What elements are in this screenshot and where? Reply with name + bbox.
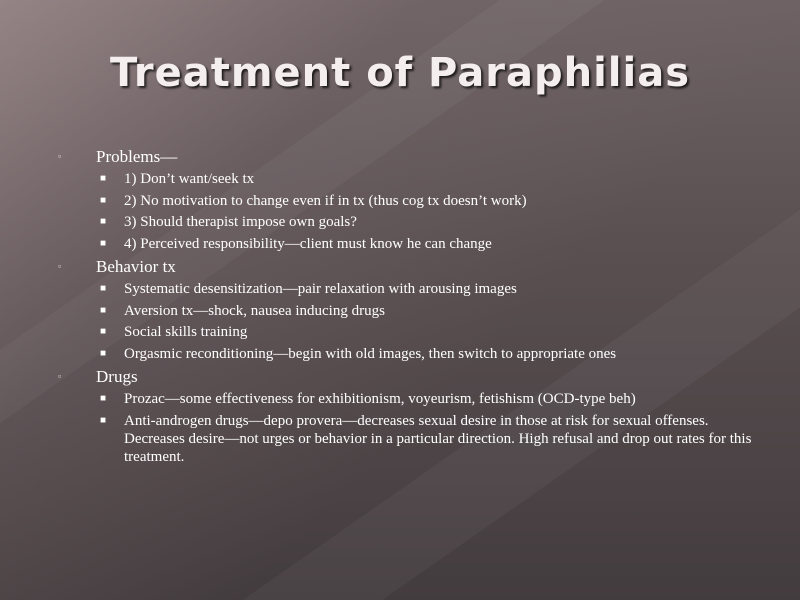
list-item-text: 4) Perceived responsibility—client must know he can change [124,235,492,252]
list-item [58,302,758,320]
list-item [58,345,758,363]
filled-square-bullet-icon: ■ [100,194,107,206]
slide-title: Treatment of Paraphilias [110,50,690,96]
list-item-text: Anti-androgen drugs—depo provera—decreases sexual desire in those at risk for sexual offenses. Decreases desire—not urges or behavior in a particular direction. High refusal and drop out rates for this treatment. [124,412,752,465]
list-item [58,213,758,231]
list-item-text: 1) Don’t want/seek tx [124,171,255,187]
list-item-text: Prozac—some effectiveness for exhibitionism, voyeurism, fetishism (OCD-type beh) [124,391,636,407]
filled-square-bullet-icon: ■ [100,283,107,294]
list-item [58,170,758,188]
list-item [58,412,758,466]
list-item-text: Aversion tx—shock, nausea inducing drugs [124,302,385,319]
list-item-text: Social skills training [124,324,248,340]
list-item [58,323,758,341]
filled-square-bullet-icon: ■ [100,216,107,227]
filled-square-bullet-icon: ■ [100,414,107,426]
section-heading [58,366,758,387]
section-drugs [58,366,758,466]
list-item-text: Systematic desensitization—pair relaxation with arousing images [124,281,517,297]
list-item-text: 2) No motivation to change even if in tx (thus cog tx doesn’t work) [124,192,527,209]
filled-square-bullet-icon: ■ [100,173,107,184]
square-bullet-icon: ▫ [58,151,62,161]
filled-square-bullet-icon: ■ [100,347,107,359]
section-heading-text: Drugs [96,367,138,386]
slide-body [58,146,758,469]
section-heading [58,256,758,277]
list-item [58,280,758,298]
filled-square-bullet-icon: ■ [100,237,107,249]
square-bullet-icon: ▫ [58,371,62,381]
section-behavior-tx [58,256,758,363]
list-item [58,235,758,253]
section-heading-text: Problems— [96,147,178,166]
section-heading-text: Behavior tx [96,257,176,276]
list-item-text: Orgasmic reconditioning—begin with old images, then switch to appropriate ones [124,345,617,362]
filled-square-bullet-icon: ■ [100,326,107,337]
section-problems [58,146,758,253]
square-bullet-icon: ▫ [58,261,62,271]
section-heading [58,146,758,167]
filled-square-bullet-icon: ■ [100,393,107,404]
filled-square-bullet-icon: ■ [100,304,107,316]
list-item-text: 3) Should therapist impose own goals? [124,214,357,230]
list-item [58,390,758,408]
list-item [58,192,758,210]
